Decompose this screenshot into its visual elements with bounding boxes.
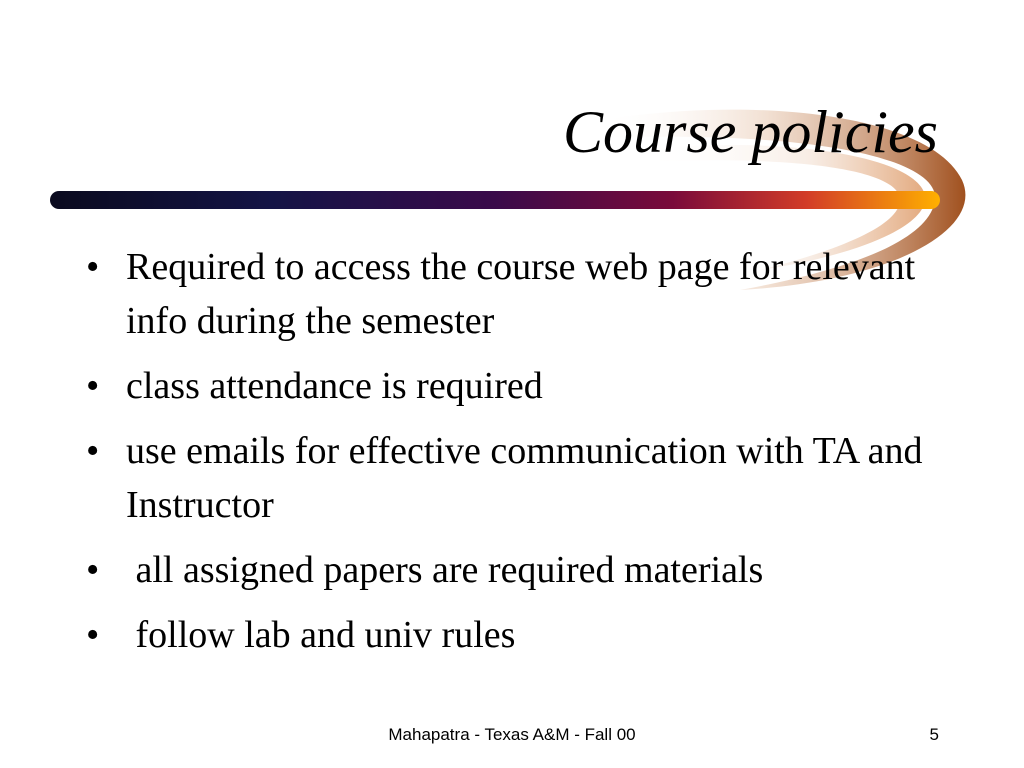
bullet-icon: • — [86, 430, 100, 472]
page-number: 5 — [929, 725, 939, 744]
bullet-item — [86, 359, 946, 413]
bullet-icon: • — [86, 549, 100, 591]
bullet-list — [86, 240, 946, 673]
title-underline-bar — [50, 191, 940, 209]
bullet-text: use emails for effective communication with TA and Instructor — [126, 430, 923, 526]
slide-title: Course policies — [563, 99, 938, 165]
footer-text: Mahapatra - Texas A&M - Fall 00 — [388, 725, 636, 744]
bullet-icon: • — [86, 246, 100, 288]
bullet-item — [86, 424, 946, 532]
bullet-item — [86, 240, 946, 348]
bullet-icon: • — [86, 614, 100, 656]
bullet-item — [86, 608, 946, 662]
bullet-text: class attendance is required — [126, 365, 543, 407]
bullet-text: all assigned papers are required materials — [126, 549, 764, 591]
bullet-text: Required to access the course web page for relevant info during the semester — [126, 246, 916, 342]
bullet-item — [86, 543, 946, 597]
bullet-icon: • — [86, 365, 100, 407]
bullet-text: follow lab and univ rules — [126, 614, 516, 656]
